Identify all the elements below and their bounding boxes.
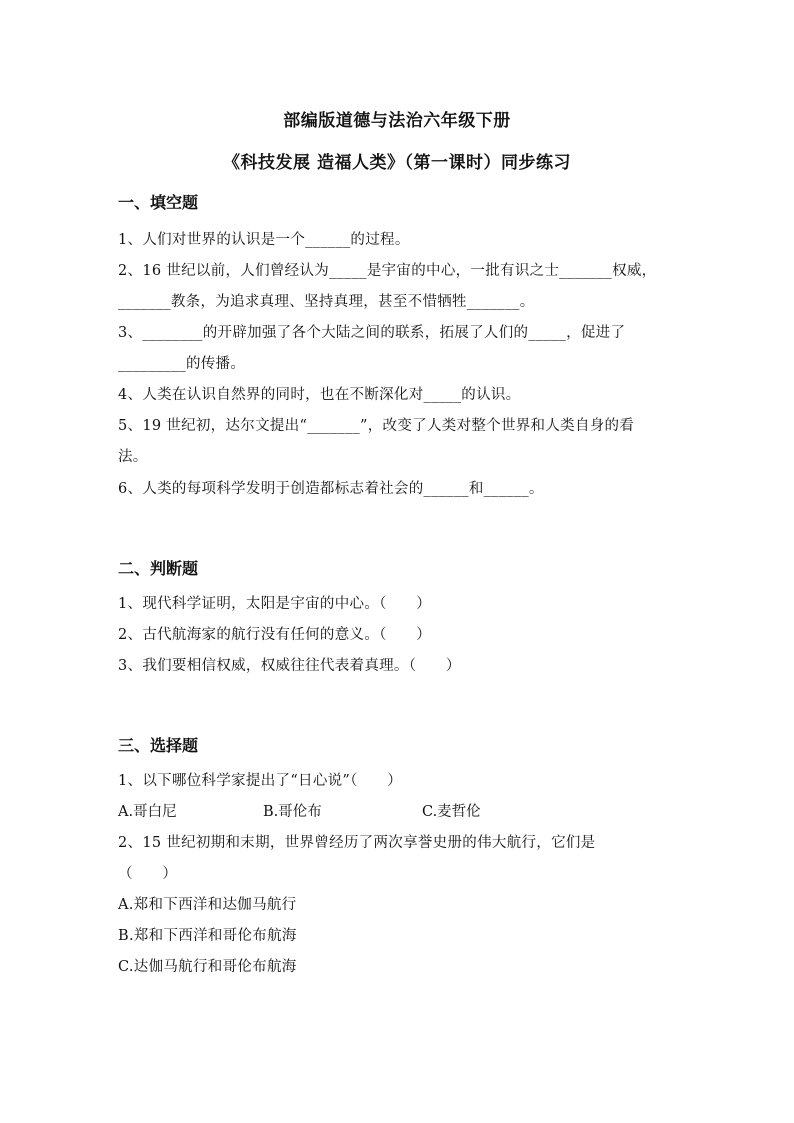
fill-in-line: 5、19 世纪初，达尔文提出“_______”，改变了人类对整个世界和人类自身的看 xyxy=(118,418,635,434)
worksheet-subtitle: 《科技发展 造福人类》（第一课时）同步练习 xyxy=(223,153,571,173)
true-false-item: 3、我们要相信权威，权威往往代表着真理。（ ） xyxy=(118,658,461,674)
true-false-item: 2、古代航海家的航行没有任何的意义。（ ） xyxy=(118,627,432,643)
fill-in-line: _______教条，为追求真理、坚持真理，甚至不惜牺牲_______。 xyxy=(118,294,535,310)
fill-in-line: 1、人们对世界的认识是一个______的过程。 xyxy=(118,232,410,248)
worksheet-title: 部编版道德与法治六年级下册 xyxy=(283,111,511,131)
fill-in-line: 6、人类的每项科学发明于创造都标志着社会的______和______。 xyxy=(118,481,544,497)
fill-in-line: 4、人类在认识自然界的同时，也在不断深化对_____的认识。 xyxy=(118,387,521,403)
choice-option: B.哥伦布 xyxy=(263,804,322,820)
choice-question-stem: 1、以下哪位科学家提出了“日心说”（ ） xyxy=(118,773,403,789)
fill-in-line: 2、16 世纪以前，人们曾经认为_____是宇宙的中心，一批有识之士_______权威， xyxy=(118,263,657,279)
choice-question-stem: 2、15 世纪初期和末期，世界曾经历了两次享誉史册的伟大航行，它们是 xyxy=(118,835,596,851)
choice-option: B.郑和下西洋和哥伦布航海 xyxy=(118,928,297,944)
section-heading-multiple-choice: 三、选择题 xyxy=(118,736,199,755)
fill-in-line: _________的传播。 xyxy=(118,356,246,372)
choice-option: A.郑和下西洋和达伽马航行 xyxy=(118,897,297,913)
choice-option: A.哥白尼 xyxy=(118,804,177,820)
choice-question-stem-continued: （ ） xyxy=(118,866,178,882)
fill-in-line: 法。 xyxy=(118,449,148,465)
choice-option: C.麦哲伦 xyxy=(422,804,481,820)
section-heading-true-false: 二、判断题 xyxy=(118,559,199,578)
true-false-item: 1、现代科学证明，太阳是宇宙的中心。（ ） xyxy=(118,596,432,612)
section-heading-fill-in: 一、填空题 xyxy=(118,193,199,212)
fill-in-line: 3、________的开辟加强了各个大陆之间的联系，拓展了人们的_____，促进了 xyxy=(118,325,626,341)
choice-option: C.达伽马航行和哥伦布航海 xyxy=(118,959,297,975)
